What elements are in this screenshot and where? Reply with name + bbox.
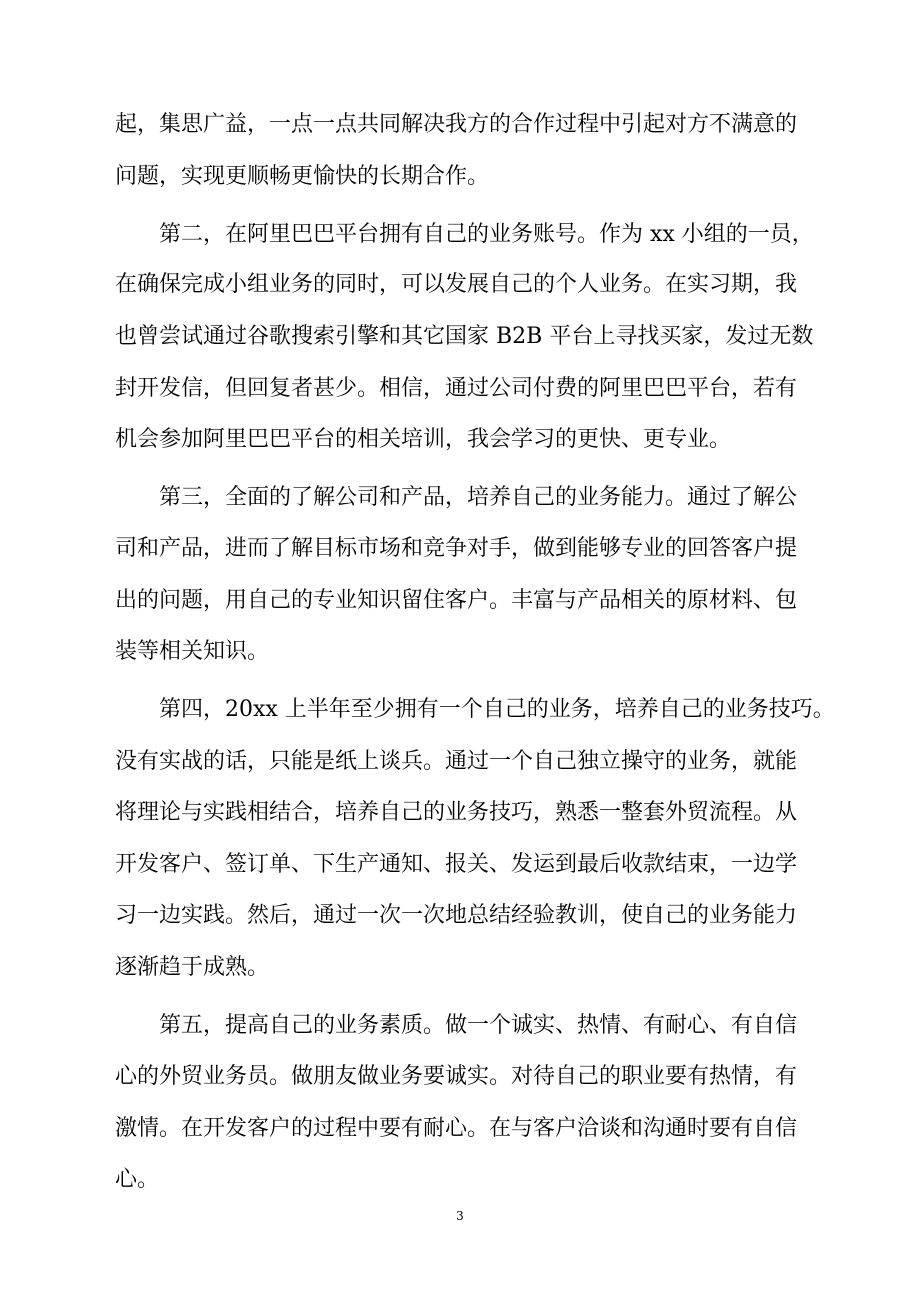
text-line-17: 逐渐趋于成熟。: [115, 955, 270, 980]
text-line-2: 问题，实现更顺畅更愉快的长期合作。: [115, 164, 490, 189]
text-line-20: 激情。在开发客户的过程中要有耐心。在与客户洽谈和沟通时要有自信: [115, 1116, 798, 1141]
text-line-8: 第三，全面的了解公司和产品，培养自己的业务能力。通过了解公: [159, 485, 798, 510]
text-line-6: 封开发信，但回复者甚少。相信，通过公司付费的阿里巴巴平台，若有: [115, 376, 798, 401]
text-line-10: 出的问题，用自己的专业知识留住客户。丰富与产品相关的原材料、包: [115, 588, 798, 613]
text-line-16: 习一边实践。然后，通过一次一次地总结经验教训，使自己的业务能力: [115, 903, 798, 928]
text-line-15: 开发客户、签订单、下生产通知、报关、发运到最后收款结束，一边学: [115, 852, 798, 877]
text-line-13: 没有实战的话，只能是纸上谈兵。通过一个自己独立操守的业务，就能: [115, 749, 798, 774]
text-line-5: 也曾尝试通过谷歌搜索引擎和其它国家 B2B 平台上寻找买家，发过无数: [115, 324, 814, 349]
page-number: 3: [456, 1209, 464, 1223]
text-line-11: 装等相关知识。: [115, 639, 270, 664]
text-line-3: 第二，在阿里巴巴平台拥有自己的业务账号。作为 xx 小组的一员，: [159, 222, 814, 247]
text-line-21: 心。: [115, 1167, 160, 1192]
text-line-7: 机会参加阿里巴巴平台的相关培训，我会学习的更快、更专业。: [115, 427, 732, 452]
text-line-18: 第五，提高自己的业务素质。做一个诚实、热情、有耐心、有自信: [159, 1013, 798, 1038]
text-line-1: 起，集思广益，一点一点共同解决我方的合作过程中引起对方不满意的: [115, 112, 798, 137]
text-line-12: 第四，20xx 上半年至少拥有一个自己的业务，培养自己的业务技巧。: [159, 697, 835, 722]
text-line-4: 在确保完成小组业务的同时，可以发展自己的个人业务。在实习期，我: [115, 272, 798, 297]
text-line-9: 司和产品，进而了解目标市场和竞争对手，做到能够专业的回答客户提: [115, 536, 798, 561]
text-line-14: 将理论与实践相结合，培养自己的业务技巧，熟悉一整套外贸流程。从: [115, 800, 798, 825]
text-line-19: 心的外贸业务员。做朋友做业务要诚实。对待自己的职业要有热情，有: [115, 1064, 798, 1089]
